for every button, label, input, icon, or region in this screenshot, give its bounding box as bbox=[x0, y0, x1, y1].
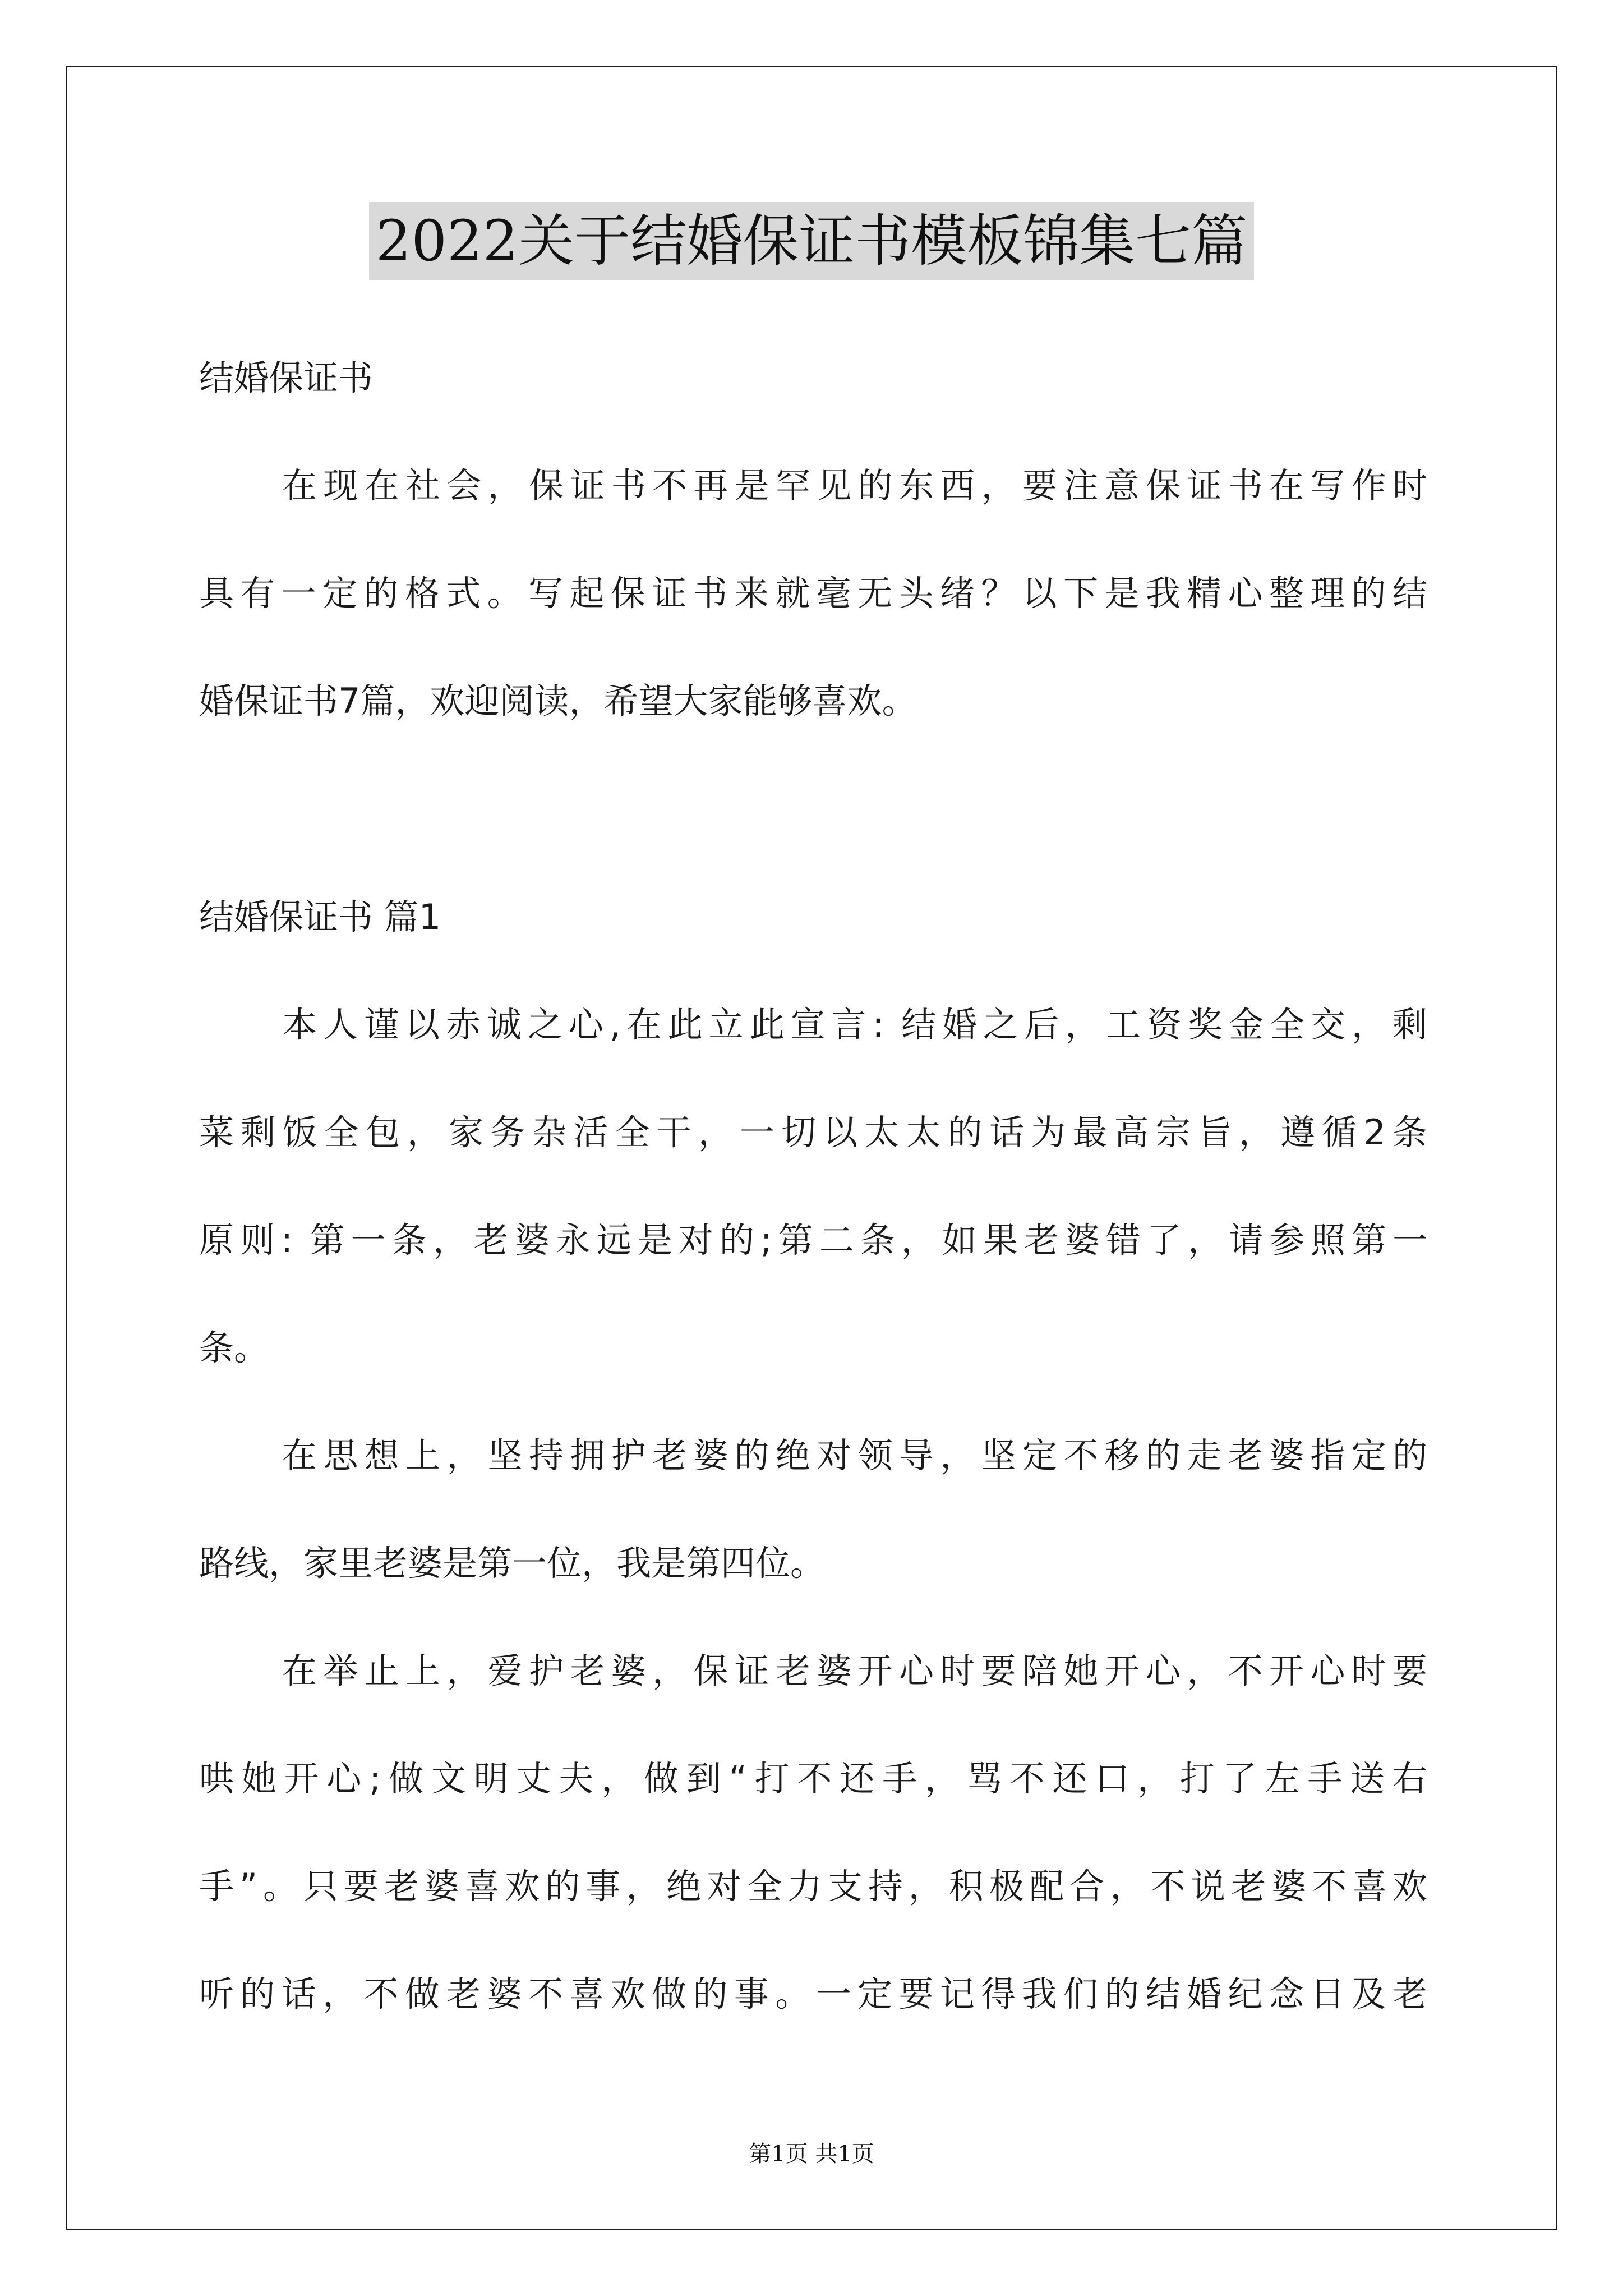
intro-line-1: 在现在社会，保证书不再是罕见的东西，要注意保证书在写作时 bbox=[282, 465, 1427, 506]
para1-line-1: 本人谨以赤诚之心,在此立此宣言: 结婚之后，工资奖金全交，剩 bbox=[282, 1004, 1427, 1045]
para1-line-3: 原则: 第一条，老婆永远是对的;第二条，如果老婆错了，请参照第一 bbox=[199, 1220, 1427, 1260]
intro-line-3: 婚保证书7篇，欢迎阅读，希望大家能够喜欢。 bbox=[199, 680, 917, 721]
para3-line-2: 哄她开心;做文明丈夫，做到“打不还手，骂不还口，打了左手送右 bbox=[199, 1758, 1427, 1799]
para1-line-2: 菜剩饭全包，家务杂活全干，一切以太太的话为最高宗旨，遵循2条 bbox=[199, 1112, 1427, 1153]
para1-line-4: 条。 bbox=[199, 1327, 269, 1368]
page-footer: 第1页 共1页 bbox=[749, 2141, 874, 2167]
para3-line-1: 在举止上，爱护老婆，保证老婆开心时要陪她开心，不开心时要 bbox=[282, 1650, 1427, 1691]
para3-line-3: 手”。只要老婆喜欢的事，绝对全力支持，积极配合，不说老婆不喜欢 bbox=[199, 1866, 1427, 1907]
article-heading: 结婚保证书 篇1 bbox=[199, 896, 441, 937]
document-title: 2022关于结婚保证书模板锦集七篇 bbox=[369, 202, 1255, 280]
para2-line-2: 路线，家里老婆是第一位，我是第四位。 bbox=[199, 1543, 826, 1584]
section-heading: 结婚保证书 bbox=[199, 357, 374, 398]
intro-line-2: 具有一定的格式。写起保证书来就毫无头绪？以下是我精心整理的结 bbox=[199, 573, 1427, 614]
para3-line-4: 听的话，不做老婆不喜欢做的事。一定要记得我们的结婚纪念日及老 bbox=[199, 1973, 1427, 2014]
para2-line-1: 在思想上，坚持拥护老婆的绝对领导，坚定不移的走老婆指定的 bbox=[282, 1435, 1427, 1476]
title-area bbox=[0, 202, 1623, 280]
